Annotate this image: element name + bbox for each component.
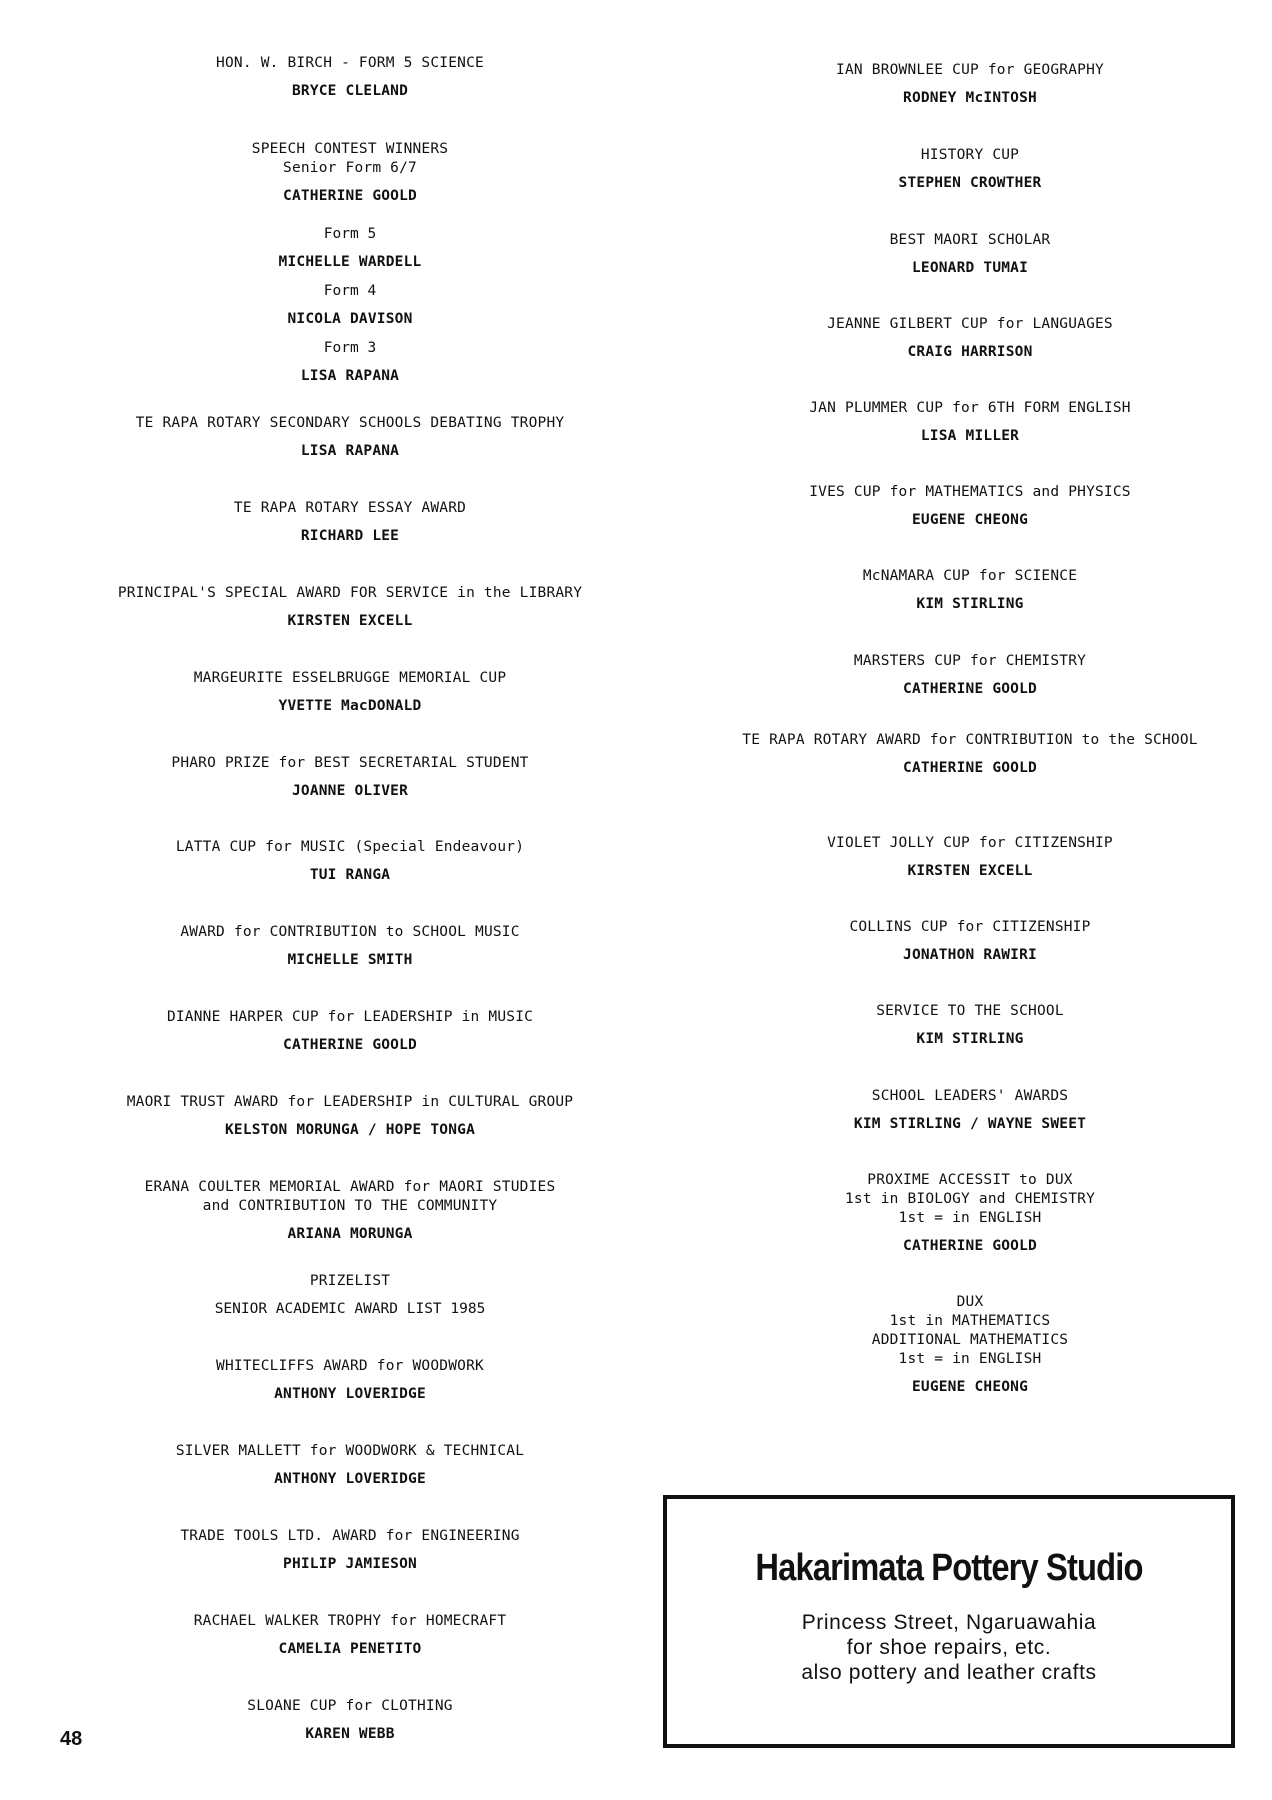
award-winner: RICHARD LEE [300,528,400,544]
award-subtitle: 1st = in ENGLISH [898,1210,1042,1226]
award-entry [60,584,640,631]
award-winner: RODNEY McINTOSH [903,90,1037,106]
award-winner: EUGENE CHEONG [911,512,1029,528]
award-title: HISTORY CUP [920,147,1020,163]
award-title: SLOANE CUP for CLOTHING [247,1698,453,1714]
award-entry [60,1612,640,1659]
award-winner: CATHERINE GOOLD [903,1238,1037,1254]
award-entry [60,754,640,801]
award-title: IAN BROWNLEE CUP for GEOGRAPHY [836,62,1104,78]
award-subtitle: Senior Form 6/7 [283,160,417,176]
form-label: Form 3 [323,340,377,356]
form-label: Form 5 [323,226,377,242]
award-title: PHARO PRIZE for BEST SECRETARIAL STUDENT [171,755,529,771]
page-number: 48 [60,1728,83,1750]
award-winner: LISA RAPANA [300,443,400,459]
award-winner: KAREN WEBB [305,1726,395,1742]
award-title: AWARD for CONTRIBUTION to SCHOOL MUSIC [180,924,520,940]
award-winner: MICHELLE WARDELL [278,254,422,270]
award-winner: CATHERINE GOOLD [283,1037,417,1053]
award-title: McNAMARA CUP for SCIENCE [862,568,1078,584]
award-winner: EUGENE CHEONG [911,1379,1029,1395]
award-entry [700,1293,1240,1397]
ad-address-line: Princess Street, Ngaruawahia [801,1611,1097,1634]
ad-service-line: for shoe repairs, etc. [846,1636,1052,1659]
award-entry [60,499,640,546]
award-title: MARGEURITE ESSELBRUGGE MEMORIAL CUP [193,670,507,686]
award-title: MAORI TRUST AWARD for LEADERSHIP in CULTURAL GROUP [126,1094,574,1110]
award-subtitle: 1st in MATHEMATICS [889,1313,1051,1329]
ad-crafts-line: also pottery and leather crafts [801,1661,1097,1684]
award-subtitle: 1st = in ENGLISH [898,1351,1042,1367]
award-entry [60,923,640,970]
award-entry [700,399,1240,446]
advertiser-name: Hakarimata Pottery Studio [755,1547,1143,1589]
award-winner: YVETTE MacDONALD [278,698,422,714]
award-title: WHITECLIFFS AWARD for WOODWORK [216,1358,484,1374]
award-entry [60,1697,640,1744]
award-entry [700,731,1240,778]
award-title: TE RAPA ROTARY AWARD for CONTRIBUTION to the SCHOOL [742,732,1198,748]
award-entry [60,1093,640,1140]
award-winner: LEONARD TUMAI [911,260,1029,276]
award-entry [700,567,1240,614]
award-title: IVES CUP for MATHEMATICS and PHYSICS [809,484,1131,500]
award-title: SPEECH CONTEST WINNERS [251,141,449,157]
award-winner: CATHERINE GOOLD [903,760,1037,776]
award-entry [60,1527,640,1574]
award-title: BEST MAORI SCHOLAR [889,232,1051,248]
award-subtitle: and CONTRIBUTION TO THE COMMUNITY [202,1198,498,1214]
award-winner: STEPHEN CROWTHER [898,175,1042,191]
award-entry [60,216,640,272]
award-entry [60,838,640,885]
award-entry [60,1178,640,1244]
award-title: SCHOOL LEADERS' AWARDS [871,1088,1069,1104]
award-title: PRINCIPAL'S SPECIAL AWARD FOR SERVICE in the LIBRARY [117,585,583,601]
award-winner: LISA MILLER [920,428,1020,444]
award-title: DIANNE HARPER CUP for LEADERSHIP in MUSIC [166,1009,534,1025]
award-title: HON. W. BIRCH - FORM 5 SCIENCE [216,55,484,71]
award-winner: CRAIG HARRISON [907,344,1033,360]
award-title: RACHAEL WALKER TROPHY for HOMECRAFT [193,1613,507,1629]
award-entry [700,1002,1240,1049]
award-winner: LISA RAPANA [300,368,400,384]
prizelist-subtitle: SENIOR ACADEMIC AWARD LIST 1985 [214,1301,486,1317]
award-title: PROXIME ACCESSIT to DUX [867,1172,1073,1188]
award-entry [700,918,1240,965]
award-winner: ANTHONY LOVERIDGE [274,1471,426,1487]
award-title: ERANA COULTER MEMORIAL AWARD for MAORI STUDIES [144,1179,556,1195]
award-winner: CATHERINE GOOLD [903,681,1037,697]
advertisement-details [667,1610,1231,1685]
form-label: Form 4 [323,283,377,299]
award-subtitle: ADDITIONAL MATHEMATICS [871,1332,1069,1348]
award-title: LATTA CUP for MUSIC (Special Endeavour) [175,839,525,855]
award-entry [60,140,640,206]
award-entry [700,834,1240,881]
award-winner: KELSTON MORUNGA / HOPE TONGA [224,1122,476,1138]
award-winner: JOANNE OLIVER [291,783,409,799]
award-title: VIOLET JOLLY CUP for CITIZENSHIP [827,835,1113,851]
award-title: JEANNE GILBERT CUP for LANGUAGES [827,316,1113,332]
award-title: SERVICE TO THE SCHOOL [876,1003,1064,1019]
award-winner: ANTHONY LOVERIDGE [274,1386,426,1402]
award-title: TRADE TOOLS LTD. AWARD for ENGINEERING [180,1528,520,1544]
award-entry [60,1442,640,1489]
award-entry [60,669,640,716]
award-winner: BRYCE CLELAND [291,83,409,99]
award-subtitle: 1st in BIOLOGY and CHEMISTRY [844,1191,1096,1207]
award-entry [700,652,1240,699]
award-entry [700,1087,1240,1134]
prizelist-title: PRIZELIST [309,1273,391,1289]
award-winner: NICOLA DAVISON [287,311,413,327]
award-title: MARSTERS CUP for CHEMISTRY [853,653,1087,669]
award-winner: KIRSTEN EXCELL [907,863,1033,879]
award-entry [60,330,640,386]
award-entry [60,1357,640,1404]
award-title: TE RAPA ROTARY SECONDARY SCHOOLS DEBATING TROPHY [135,415,565,431]
award-entry [700,231,1240,278]
award-entry [700,61,1240,108]
award-title: TE RAPA ROTARY ESSAY AWARD [233,500,467,516]
award-entry [60,414,640,461]
prizelist-heading [60,1272,640,1319]
award-title: COLLINS CUP for CITIZENSHIP [849,919,1091,935]
award-winner: ARIANA MORUNGA [287,1226,413,1242]
award-winner: JONATHON RAWIRI [903,947,1037,963]
award-entry [700,315,1240,362]
award-entry [60,54,640,101]
award-winner: MICHELLE SMITH [287,952,413,968]
award-winner: KIRSTEN EXCELL [287,613,413,629]
award-entry [60,273,640,329]
award-winner: CAMELIA PENETITO [278,1641,422,1657]
award-entry [700,1171,1240,1256]
award-title: JAN PLUMMER CUP for 6TH FORM ENGLISH [809,400,1131,416]
award-entry [700,483,1240,530]
advertisement-box [663,1495,1235,1748]
award-title: SILVER MALLETT for WOODWORK & TECHNICAL [175,1443,525,1459]
award-winner: KIM STIRLING / WAYNE SWEET [853,1116,1087,1132]
award-title: DUX [956,1294,984,1310]
award-winner: PHILIP JAMIESON [283,1556,417,1572]
award-entry [700,146,1240,193]
award-winner: CATHERINE GOOLD [283,188,417,204]
award-winner: KIM STIRLING [916,596,1024,612]
award-entry [60,1008,640,1055]
award-winner: KIM STIRLING [916,1031,1024,1047]
award-winner: TUI RANGA [309,867,391,883]
